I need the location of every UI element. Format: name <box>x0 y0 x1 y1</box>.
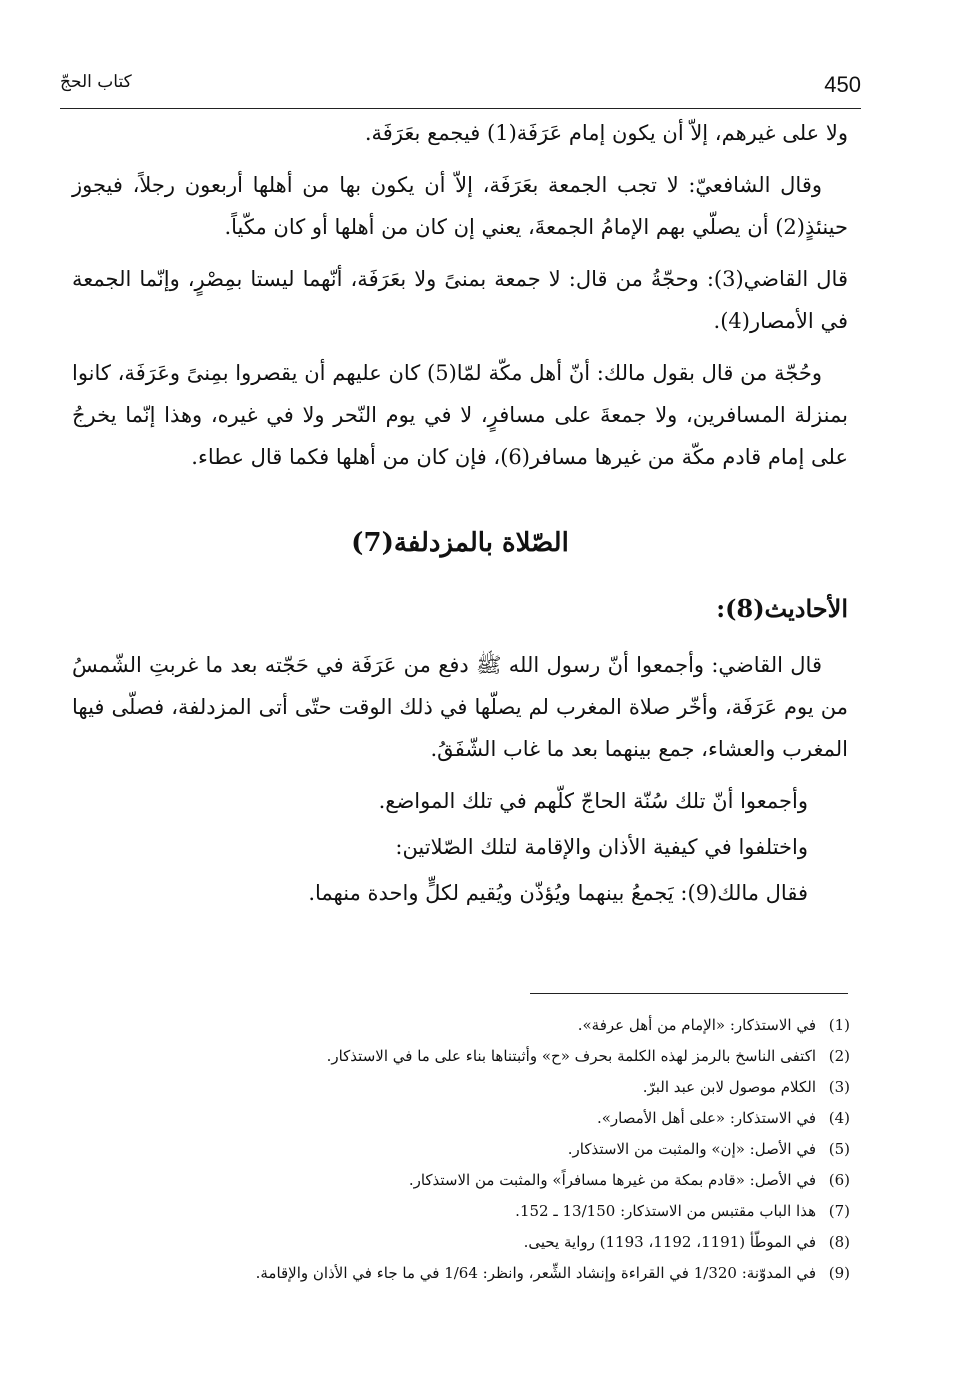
running-title: كتاب الحجّ <box>60 72 132 92</box>
footnote <box>100 1010 850 1041</box>
paragraph: ولا على غيرهم، إلاّ أن يكون إمام عَرَفَة(1) فيجمع بعَرَفَة. <box>364 121 848 145</box>
section-title: الصّلاة بالمزدلفة(7) <box>351 528 569 558</box>
footnote-number: (3) <box>828 1078 850 1096</box>
footnote <box>100 1103 850 1134</box>
main-text <box>72 112 848 918</box>
footnote <box>100 1227 850 1258</box>
subsection-title: الأحاديث(8): <box>716 594 848 623</box>
footnote <box>100 1196 850 1227</box>
footnote-rule <box>530 993 848 994</box>
footnote-text: في الأصل: «إن» والمثبت من الاستذكار. <box>567 1140 816 1158</box>
footnote-number: (4) <box>828 1109 850 1127</box>
paragraph: قال القاضي(3): وحجّةُ من قال: لا جمعة بمنىً ولا بعَرَفَة، أنّهما ليستا بمِصْرٍ، وإنّما الجمعة في الأمصار(4). <box>72 267 848 333</box>
footnote <box>100 1041 850 1072</box>
footnote-text: هذا الباب مقتبس من الاستذكار: 13/150 ـ 152. <box>515 1202 816 1220</box>
paragraph: وأجمعوا أنّ تلك سُنّة الحاجّ كلّهم في تلك المواضع. <box>378 789 808 813</box>
paragraph: واختلفوا في كيفية الأذان والإقامة لتلك الصّلاتين: <box>395 835 808 859</box>
footnote-number: (2) <box>828 1047 850 1065</box>
footnote-text: في الاستذكار: «على أهل الأمصار». <box>596 1109 816 1127</box>
paragraph: فقال مالك(9): يَجمعُ بينهما ويُؤذّن ويُقيم لكلٍّ واحدة منهما. <box>308 881 808 905</box>
footnote-number: (6) <box>828 1171 850 1189</box>
footnote-text: في الاستذكار: «الإمام من أهل عرفة». <box>577 1016 816 1034</box>
footnote-number: (8) <box>828 1233 850 1251</box>
footnote <box>100 1134 850 1165</box>
footnote <box>100 1072 850 1103</box>
paragraph: وقال الشافعيّ: لا تجب الجمعة بعَرَفَة، إلاّ أن يكون بها من أهلها أربعون رجلاً، فيجوز حينئذٍ(2) أن يصلّي بهم الإمامُ الجمعةَ، يعني إن كان من أهلها أو كان مكّياً. <box>72 173 848 239</box>
footnote-number: (7) <box>828 1202 850 1220</box>
footnote-number: (1) <box>828 1016 850 1034</box>
footnote-text: اكتفى الناسخ بالرمز لهذه الكلمة بحرف «ح» وأثبتناها بناء على ما في الاستذكار. <box>326 1047 816 1065</box>
footnote-text: في الموطّأ (1191، 1192، 1193) رواية يحيى. <box>523 1233 816 1251</box>
footnote-number: (9) <box>828 1264 850 1282</box>
footnote-text: الكلام موصول لابن عبد البرّ. <box>642 1078 816 1096</box>
footnote <box>100 1165 850 1196</box>
footnote-number: (5) <box>828 1140 850 1158</box>
paragraph: وحُجّة من قال بقول مالك: أنّ أهل مكّة لمّا(5) كان عليهم أن يقصروا بمِنىً وعَرَفَة، كانوا بمنزلة المسافرين، ولا جمعةَ على مسافرٍ، لا في يوم النّحر ولا في غيره، وهذا إنّما يخرجُ على إمام قادم مكّة من غيرها مسافر(6)، فإن كان من أهلها فكما قال عطاء. <box>72 361 848 469</box>
footnote-text: في المدوّنة: 1/320 في القراءة وإنشاد الشِّعر، وانظر: 1/64 في ما جاء في الأذان والإقامة. <box>255 1264 816 1282</box>
page-number: 450 <box>824 72 861 97</box>
footnotes <box>100 1010 850 1289</box>
page-header <box>60 66 861 106</box>
footnote-text: في الأصل: «قادم بمكة من غيرها مسافراً» والمثبت من الاستذكار. <box>408 1171 816 1189</box>
footnote <box>100 1258 850 1289</box>
header-rule <box>60 108 861 109</box>
paragraph: قال القاضي: وأجمعوا أنّ رسول الله ﷺ دفع من عَرَفَة في حَجّته بعد ما غربتِ الشّمسُ من يوم عَرَفَة، وأخّر صلاة المغرب لم يصلّها في ذلك الوقت حتّى أتى المزدلفة، فصلّى فيها المغرب والعشاء، جمع بينهما بعد ما غاب الشّفَقُ. <box>72 653 848 761</box>
